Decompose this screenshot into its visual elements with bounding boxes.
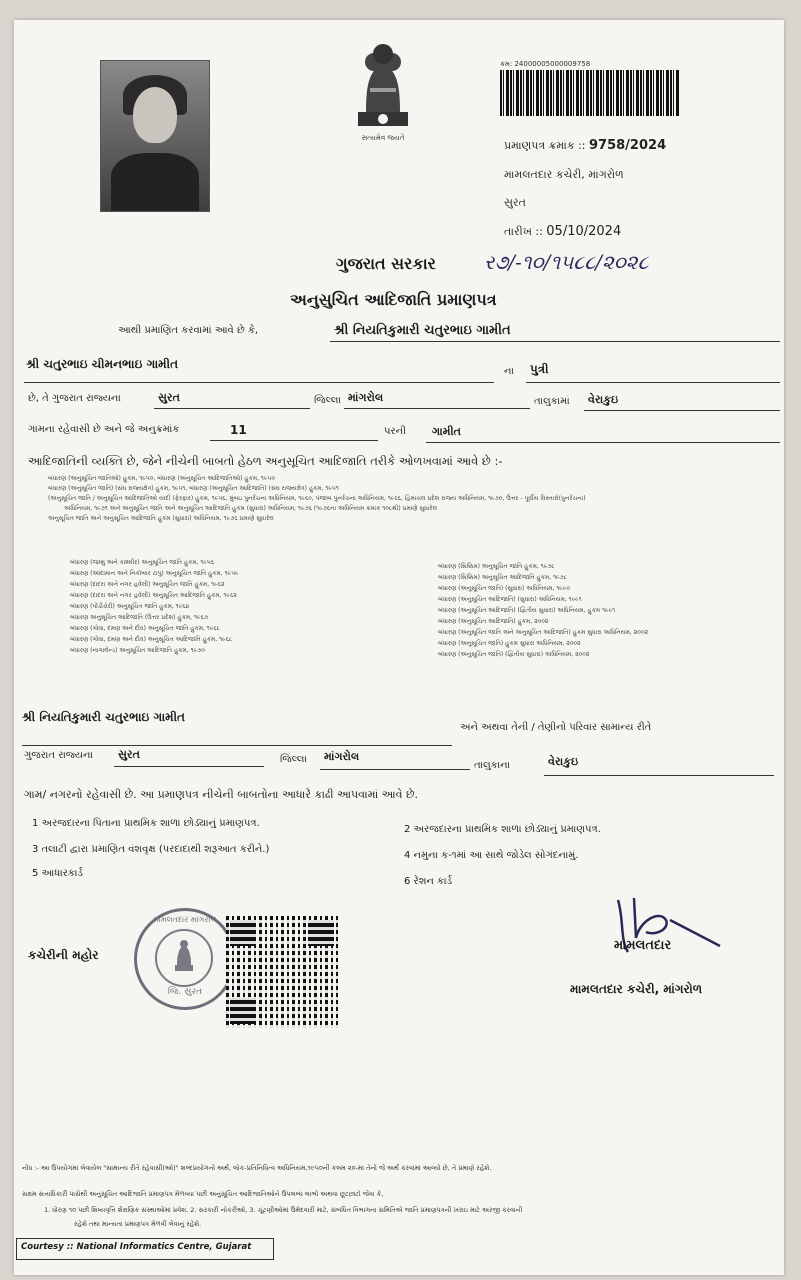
doc-item: 4 નમુના ક-૧માં આ સાથે જોડેલ સોગંદનામું.: [404, 850, 579, 861]
office-name: મામલતદાર કચેરી, માંગરોળ: [504, 168, 624, 181]
taluka-label: તાલુકામાં: [534, 396, 570, 407]
certificate-title: અનુસુચિત આદિજાતિ પ્રમાણપત્ર: [290, 290, 497, 309]
barcode-number: ક્રમ: 24000005000009758: [500, 60, 591, 68]
government-name: ગુજરાત સરકાર: [336, 254, 436, 273]
order-line: બંધારણ (અનુસૂચિત જાતિઓ) હુકમ, ૧૯૫૦, બંધારણ (અનુસૂચિત આદિજાતિઓ) હુકમ, ૧૯૫૦: [48, 475, 275, 482]
taluka-2-label: તાલુકાના: [474, 760, 511, 771]
taluka-value: માંગરોલ: [348, 391, 384, 404]
order-left-item: બંધારણ અનુસૂચિત આદિજાતિ (ઉત્તર પ્રદેશ) હુકમ, ૧૯૬૭: [70, 614, 208, 621]
verification-qr-code: [226, 916, 338, 1028]
order-left-item: બંધારણ (દાદરા અને નગર હવેલી) અનુસૂચિત જાતિ હુકમ, ૧૯૬૨: [70, 581, 225, 588]
state-prefix: છે, તે ગુજરાત રાજ્યના: [28, 393, 121, 404]
courtesy-box: [16, 1238, 274, 1260]
doc-item: 6 રેશન કાર્ડ: [404, 876, 453, 887]
order-left-item: બંધારણ (આંદામાન અને નિકોબાર ટાપુ) અનુસૂચિત જાતિ હુકમ, ૧૯૫૯: [70, 570, 239, 577]
upon-text: પરની: [384, 426, 406, 437]
issue-date: તારીખ :: 05/10/2024: [504, 224, 622, 239]
father-name: શ્રી ચતુરભાઇ ચીમનભાઇ ગામીત: [26, 357, 179, 371]
order-right-item: બંધારણ (અનુસૂચિત આદિજાતિ) હુકમ, ૨૦૦૨: [438, 618, 549, 625]
orders-right: [438, 564, 778, 663]
resident-text: ગામના રહેવાસી છે અને જે અનુક્રમાંક: [28, 424, 180, 435]
note-3: 1. ધોરણ ૧૦ પછી શિષ્યવૃત્તિ શૈક્ષણિક સંસ્થાઓમાં પ્રવેશ, 2. સરકારી નોકરીઓ, 3. ચૂંટણીઓમાં ઉમેદવારી માટે, સંબંધિત વિભાગના સમિતિએ જાતિ પ્રમાણપત્રની ખરાઇ માટે અરજી કરવાની: [44, 1206, 523, 1214]
note-1: નોંધ :- આ ઉપયોગમાં લેવાયેલ "સામાન્ય રીતે રહેવાસી(ઓ)" શબ્દપ્રયોગનો અર્થ, લોક-પ્રતિનિધિત્વ અધિનિયમ,૧૯૫૦ની કલમ ૨૦-માં તેનો જે અર્થ કરવામાં આવ્યો છે, તે પ્રમાણે રહેશે.: [22, 1164, 492, 1172]
order-right-item: બંધારણ (સિક્કિમ) અનુસૂચિત આદિજાતિ હુકમ, ૧૯૭૮: [438, 574, 568, 581]
order-left-item: બંધારણ (ગોવા, દમણ અને દીવ) અનુસૂચિત આદિજાતિ હુકમ, ૧૯૬૮: [70, 636, 233, 643]
place: સુરત: [504, 196, 526, 209]
family-text: અને અથવા તેની / તેણીનો પરિવાર સામાન્ય રીતે: [460, 722, 652, 733]
intro-text: આથી પ્રમાણિત કરવામાં આવે છે કે,: [118, 325, 259, 336]
district-2-value: સુરત: [118, 748, 140, 761]
district-label: જિલ્લા: [314, 395, 341, 406]
note-2: સક્ષમ સત્તાધિકારી પાસેથી અનુસૂચિત આદિજાતિ પ્રમાણપત્ર મેળવ્યા પછી અનુસૂચિત આદિજાતિઓને ઉપલબ્ધ લાભો અથવા છૂટછાટો જેવા કે,: [22, 1190, 384, 1198]
orders-block: [48, 476, 768, 526]
order-left-item: બંધારણ (પોંડીચેરી) અનુસૂચિત જાતિ હુકમ, ૧૯૬૪: [70, 603, 190, 610]
orders-left: [70, 560, 430, 659]
emblem-caption: સત્યમેવ જયતે: [361, 134, 405, 142]
handwritten-number: ર૭/-૧૦/૧૫૮૮/૨૦૨૮: [484, 250, 649, 274]
basis-text: ગામ/ નગરનો રહેવાસી છે. આ પ્રમાણપત્ર નીચેની બાબતોના આધારે કાઢી આપવામાં આવે છે.: [24, 788, 419, 801]
relation: પુત્રી: [530, 362, 549, 376]
district-value: સુરત: [158, 391, 180, 404]
order-left-item: બંધારણ (દાદરા અને નગર હવેલી) અનુસૂચિત આદિજાતિ હુકમ, ૧૯૬૨: [70, 592, 237, 599]
taluka-2-value: માંગરોલ: [324, 750, 360, 763]
courtesy-text: Courtesy :: National Informatics Centre, Gujarat: [21, 1242, 252, 1252]
order-right-item: બંધારણ (અનુસૂચિત જાતિ) (સુધારા) અધિનિયમ, ૧૯૯૦: [438, 585, 570, 592]
order-right-item: બંધારણ (અનુસૂચિત જાતિ અને અનુસૂચિત આદિજાતિ) હુકમ સુધારા અધિનિયમ, ૨૦૦૨: [438, 629, 648, 636]
village-value: વેરાકુઇ: [588, 393, 619, 406]
office-seal-stamp: મામલતદાર માંગરોળ જિ. સુરત: [134, 908, 236, 1010]
signatory-title: મામલતદાર: [614, 938, 672, 953]
order-left-item: બંધારણ (જમ્મુ અને કાશ્મીર) અનુસૂચિત જાતિ હુકમ, ૧૯૫૬: [70, 559, 215, 566]
order-right-item: બંધારણ (અનુસૂચિત આદિજાતિ) (સુધારા) અધિનિયમ, ૧૯૯૧: [438, 596, 582, 603]
order-line: અધિનિયમ, ૧૯૭૧ અને અનુસૂચિત જાતિ અને અનુસૂચિત આદિજાતિ હુકમ (સુધારા) અધિનિયમ, ૧૯૭૬ (૧૯૭૬ના અધિનિયમ ક્રમાંક ૧૦૮થી) પ્રમાણે સુધારેલ: [64, 505, 437, 512]
doc-item: 1 અરજદારના પિતાના પ્રાથમિક શાળા છોડ્યાનું પ્રમાણપત્ર.: [32, 818, 260, 829]
note-4: રહેશે તથા માન્યતા પ્રમાણપત્ર મેળવી લેવાનું રહેશે.: [74, 1220, 202, 1228]
state-2: ગુજરાત રાજ્યના: [24, 750, 93, 761]
applicant-photo: [100, 60, 210, 212]
order-right-item: બંધારણ (સિક્કિમ) અનુસૂચિત જાતિ હુકમ, ૧૯૭૮: [438, 563, 555, 570]
certificate-page: [14, 20, 784, 1275]
serial-number: 11: [230, 423, 247, 437]
doc-item: 5 આધારકાર્ડ: [32, 868, 83, 879]
barcode: [500, 70, 680, 116]
signatory-office: મામલતદાર કચેરી, માંગરોળ: [570, 982, 703, 996]
order-right-item: બંધારણ (અનુસૂચિત જાતિ) (દ્વિતીય સુધારા) અધિનિયમ, ૨૦૦૨: [438, 651, 590, 658]
order-left-item: બંધારણ (નાગાલેન્ડ) અનુસૂચિત આદિજાતિ હુકમ, ૧૯૭૦: [70, 647, 205, 654]
order-line: (અનુસૂચિત જાતિ / અનુસૂચિત આદિજાતિઓ યાદી (ફેરફાર) હુકમ, ૧૯૫૬, મુંબઇ પુનર્રચના અધિનિયમ, ૧૯૬૦, પંજાબ પુનર્રચના અધિનિયમ, ૧૯૬૬, હિમાચલ પ્રદેશ રાજ્ય અધિનિયમ, ૧૯૭૦, ઉત્તર - પૂર્વીય વિસ્તારો(પુનર્રચના): [48, 495, 586, 502]
applicant-name: શ્રી નિયતિકુમારી ચતુરભાઇ ગામીત: [334, 323, 511, 338]
national-emblem-icon: [348, 42, 418, 134]
order-right-item: બંધારણ (અનુસૂચિત આદિજાતિ) (દ્વિતીય સુધારા) અધિનિયમ, હુકમ ૧૯૯૧: [438, 607, 616, 614]
tribe-text: આદિજાતિની વ્યક્તિ છે, જેને નીચેની બાબતો હેઠળ અનુસૂચિત આદિજાતિ તરીકે ઓળખવામાં આવે છે :-: [28, 454, 503, 468]
district-2-label: જિલ્લા: [280, 754, 307, 765]
office-seal-label: કચેરીની મહોર: [28, 948, 99, 962]
tribe-name: ગામીત: [432, 425, 461, 438]
seal-emblem-icon: [171, 939, 197, 973]
order-line: અનુસૂચિત જાતિ અને અનુસૂચિત આદિજાતિ હુકમ (સુધારા) અધિનિયમ, ૧૯૭૬ પ્રમાણે સુધારેલ: [48, 515, 274, 522]
order-line: બંધારણ (અનુસૂચિત જાતિ) (સંઘ રાજ્યક્ષેત્ર) હુકમ, ૧૯૫૧, બંધારણ (અનુસૂચિત આદિજાતિ) (સંઘ રાજ્યક્ષેત્ર) હુકમ, ૧૯૫૧: [48, 485, 339, 492]
certificate-number: પ્રમાણપત્ર ક્રમાંક :: 9758/2024: [504, 138, 667, 153]
doc-item: 2 અરજદારના પ્રાથમિક શાળા છોડ્યાનું પ્રમાણપત્ર.: [404, 824, 601, 835]
applicant-name-2: શ્રી નિયતિકુમારી ચતુરભાઇ ગામીત: [22, 710, 185, 724]
order-right-item: બંધારણ (અનુસૂચિત જાતિ) હુકમ સુધારા અધિનિયમ, ૨૦૦૨: [438, 640, 581, 647]
doc-item: 3 તલાટી દ્વારા પ્રમાણિત વંશવૃક્ષ (પરદાદાથી શરૂઆત કરીને.): [32, 844, 270, 855]
village-2-value: વેરાકુઇ: [548, 755, 579, 768]
na-text: ના: [504, 366, 514, 377]
order-left-item: બંધારણ (ગોવા, દમણ અને દીવ) અનુસૂચિત જાતિ હુકમ, ૧૯૬૮: [70, 625, 220, 632]
